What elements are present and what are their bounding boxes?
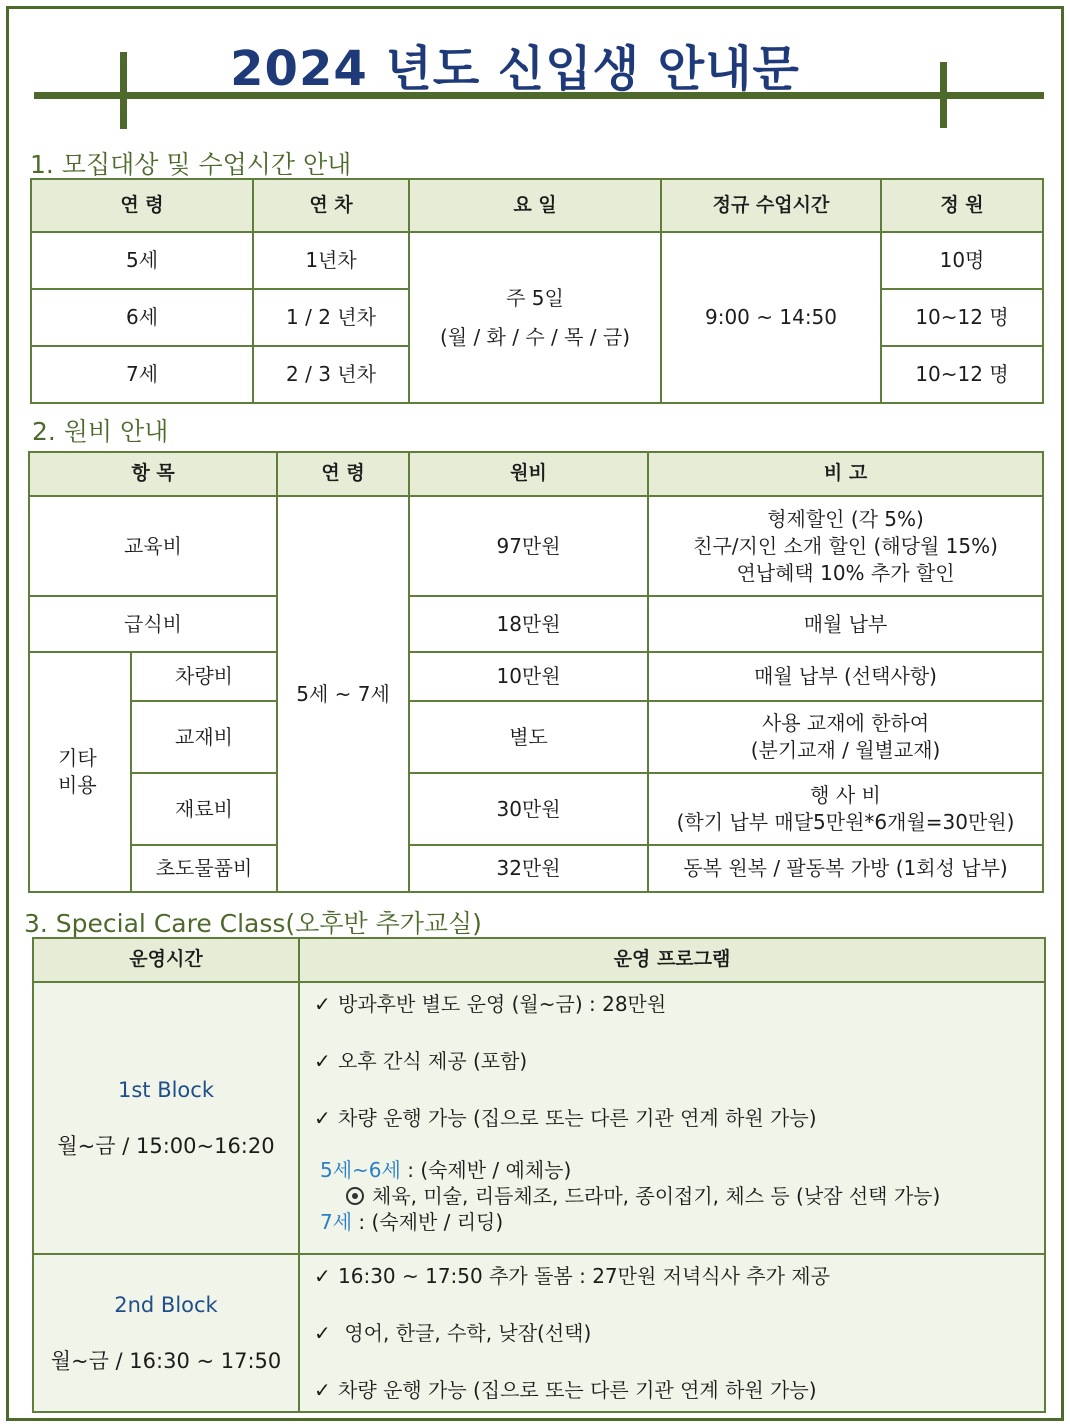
age-5-6-text: : (숙제반 / 예체능) [400, 1158, 572, 1182]
item-cell: 교재비 [131, 701, 277, 773]
fee-cell: 10만원 [409, 652, 648, 701]
age-cell: 7세 [31, 346, 253, 403]
program-text: 차량 운행 가능 (집으로 또는 다른 기관 연계 하원 가능) [338, 1378, 817, 1402]
item-cell: 재료비 [131, 773, 277, 845]
check-icon: ✓ [314, 1321, 331, 1345]
year-cell: 1년차 [253, 232, 409, 289]
note-line: 친구/지인 소개 할인 (해당월 15%) [693, 533, 998, 558]
activities-text: 체육, 미술, 리듬체조, 드라마, 종이접기, 체스 등 (낮잠 선택 가능) [372, 1184, 941, 1208]
year-cell: 2 / 3 년차 [253, 346, 409, 403]
block-2-program-cell [299, 1254, 1045, 1412]
header-operating-hours: 운영시간 [33, 938, 299, 982]
activities-line [314, 1183, 1044, 1209]
header-item: 항 목 [29, 452, 277, 496]
table-row [33, 1254, 1045, 1412]
age-cell: 5세 [31, 232, 253, 289]
check-icon: ✓ [314, 1106, 331, 1130]
enrollment-table [30, 178, 1044, 404]
fee-table [28, 451, 1044, 893]
title-rule-tick-left [120, 52, 127, 129]
header-year: 연 차 [253, 179, 409, 232]
table-row [29, 652, 1043, 701]
days-line-2: (월 / 화 / 수 / 목 / 금) [439, 324, 631, 349]
header-capacity: 정 원 [881, 179, 1043, 232]
age-range-cell: 5세 ~ 7세 [277, 496, 409, 892]
note-cell: 매월 납부 [648, 596, 1043, 652]
title-rule-tick-right [940, 62, 947, 128]
note-line: 형제할인 (각 5%) [767, 506, 924, 531]
note-cell [648, 701, 1043, 773]
capacity-cell: 10~12 명 [881, 289, 1043, 346]
program-text: 영어, 한글, 수학, 낮잠(선택) [338, 1321, 592, 1345]
page-title: 2024 년도 신입생 안내문 [230, 41, 800, 97]
program-line [314, 1263, 1044, 1289]
bullet-circle-icon [346, 1187, 364, 1205]
age-5-6-line [314, 1157, 1044, 1183]
other-costs-label-2: 비용 [58, 773, 97, 797]
note-cell: 동복 원복 / 팔동복 가방 (1회성 납부) [648, 845, 1043, 892]
section-3-heading: 3. Special Care Class(오후반 추가교실) [24, 909, 482, 938]
fee-cell: 32만원 [409, 845, 648, 892]
note-cell [648, 773, 1043, 845]
program-text: 방과후반 별도 운영 (월~금) : 28만원 [338, 992, 667, 1016]
item-cell: 차량비 [131, 652, 277, 701]
block-2-cell [33, 1254, 299, 1412]
table-row [29, 701, 1043, 773]
item-cell: 초도물품비 [131, 845, 277, 892]
header-age: 연 령 [31, 179, 253, 232]
block-2-time: 월~금 / 16:30 ~ 17:50 [50, 1349, 282, 1373]
note-line: (분기교재 / 월별교재) [750, 738, 941, 762]
header-class-time: 정규 수업시간 [661, 179, 881, 232]
class-time-cell: 9:00 ~ 14:50 [661, 232, 881, 403]
note-line: 사용 교재에 한하여 [761, 711, 930, 735]
header-fee: 원비 [409, 452, 648, 496]
year-cell: 1 / 2 년차 [253, 289, 409, 346]
section-2-heading: 2. 원비 안내 [32, 417, 169, 446]
program-text: 16:30 ~ 17:50 추가 돌봄 : 27만원 저녁식사 추가 제공 [338, 1264, 830, 1288]
table-row [29, 773, 1043, 845]
block-1-name: 1st Block [117, 1077, 214, 1102]
other-costs-label-1: 기타 [58, 746, 97, 770]
age-7-text: : (숙제반 / 리딩) [352, 1210, 504, 1234]
section-1-heading: 1. 모집대상 및 수업시간 안내 [30, 150, 352, 179]
program-line [314, 1320, 1044, 1346]
header-program: 운영 프로그램 [299, 938, 1045, 982]
table-row [31, 232, 1043, 289]
item-cell: 급식비 [29, 596, 277, 652]
table-row [29, 845, 1043, 892]
care-class-table [32, 937, 1046, 1413]
age-5-6-label: 5세~6세 [320, 1158, 401, 1182]
capacity-cell: 10~12 명 [881, 346, 1043, 403]
note-line: (학기 납부 매달5만원*6개월=30만원) [676, 810, 1015, 834]
program-line [314, 1105, 1044, 1131]
age-7-label: 7세 [320, 1210, 353, 1234]
block-1-program-cell [299, 982, 1045, 1254]
block-1-cell [33, 982, 299, 1254]
program-text: 차량 운행 가능 (집으로 또는 다른 기관 연계 하원 가능) [338, 1106, 817, 1130]
note-cell: 매월 납부 (선택사항) [648, 652, 1043, 701]
check-icon: ✓ [314, 1049, 331, 1073]
note-line: 행 사 비 [810, 783, 881, 807]
program-line [314, 991, 1044, 1017]
program-line [314, 1048, 1044, 1074]
header-age: 연 령 [277, 452, 409, 496]
check-icon: ✓ [314, 1264, 331, 1288]
fee-cell: 97만원 [409, 496, 648, 596]
header-days: 요 일 [409, 179, 661, 232]
days-line-1: 주 5일 [506, 285, 564, 310]
check-icon: ✓ [314, 992, 331, 1016]
other-costs-cell [29, 652, 131, 892]
block-2-name: 2nd Block [114, 1292, 218, 1317]
program-line [314, 1377, 1044, 1403]
age-cell: 6세 [31, 289, 253, 346]
table-row [29, 496, 1043, 596]
check-icon: ✓ [314, 1378, 331, 1402]
block-1-time: 월~금 / 15:00~16:20 [57, 1134, 275, 1158]
fee-cell: 30만원 [409, 773, 648, 845]
table-row [33, 982, 1045, 1254]
fee-cell: 18만원 [409, 596, 648, 652]
days-cell [409, 232, 661, 403]
program-text: 오후 간식 제공 (포함) [338, 1049, 528, 1073]
note-line: 연납혜택 10% 추가 할인 [736, 560, 955, 585]
item-cell: 교육비 [29, 496, 277, 596]
table-row [29, 596, 1043, 652]
note-cell [648, 496, 1043, 596]
fee-cell: 별도 [409, 701, 648, 773]
header-note: 비 고 [648, 452, 1043, 496]
age-7-line [314, 1209, 1044, 1235]
capacity-cell: 10명 [881, 232, 1043, 289]
